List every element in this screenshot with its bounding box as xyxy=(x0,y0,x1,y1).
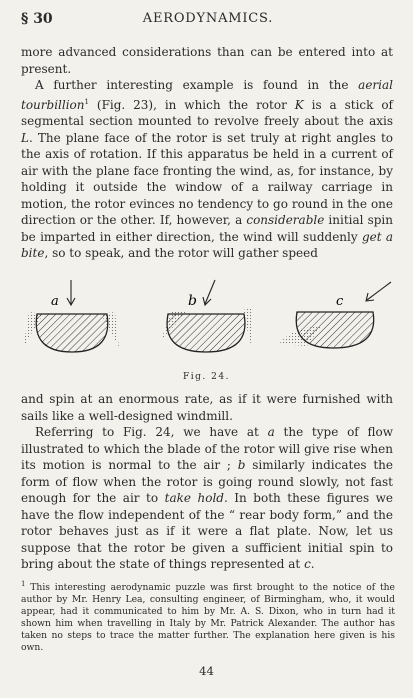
paragraph-1: more advanced considerations than can be entered into at present. xyxy=(21,45,393,76)
footnote-ref: 1 xyxy=(84,97,89,106)
p4-italic-b: b xyxy=(237,458,246,472)
p2-emphasis-bite: get a bite xyxy=(21,229,393,260)
text-block-bottom xyxy=(21,391,393,573)
p2-emphasis-tourbillion: aerial tourbillion xyxy=(21,78,393,112)
rotor-section-b xyxy=(167,314,245,352)
p4-text-d: . In both these figures we have the flow independent of the “ rear body form,” and the rotor behaves just as if it were a flat plate. Now, let us suppose that the rotor be given a sufficient initial spin to bring about the state of things represented at xyxy=(21,491,393,571)
figure-caption: Fig. 24. xyxy=(183,372,230,382)
page-number: 44 xyxy=(199,664,214,678)
footnote-text: This interesting aerodynamic puzzle was first brought to the notice of the author by Mr. Henry Lea, consulting engineer, of Birmingham, who, it would appear, had it communicated to him by Mr. A. S. Dixon, who in turn had it shown him when travelling in Italy by Mr. Patrick Alexander. The author has taken no steps to trace the matter further. The explanation here given is his own. xyxy=(21,582,395,654)
text-block-top xyxy=(21,44,393,262)
p4-text-a: Referring to Fig. 24, we have at xyxy=(35,425,268,439)
p4-text-e: . xyxy=(310,557,315,571)
figure-label-a: a xyxy=(51,294,59,309)
running-title: AERODYNAMICS. xyxy=(142,11,274,26)
p4-italic-a: a xyxy=(267,425,275,439)
figure-panel-c xyxy=(279,282,391,348)
p4-italic-c: c xyxy=(304,557,311,571)
paragraph-4 xyxy=(21,424,393,573)
figure-panel-b xyxy=(161,280,253,352)
page-header xyxy=(21,11,395,33)
p4-text-c: similarly indicates the form of flow when the rotor is going round slowly, not fast enough for the air to xyxy=(21,458,394,505)
p2-text-f: , so to speak, and the rotor will gather speed xyxy=(44,246,318,260)
p2-symbol-l: L xyxy=(21,130,29,145)
p2-text-c: is a stick of segmental section mounted to revolve freely about the axis xyxy=(21,97,393,128)
figure-24 xyxy=(21,278,393,368)
p2-text-b: (Fig. 23), in which the rotor xyxy=(88,97,295,112)
rotor-section-c xyxy=(296,312,373,348)
paragraph-3: and spin at an enormous rate, as if it were furnished with sails like a well-designed windmill. xyxy=(21,392,393,423)
p4-emphasis-take-hold: take hold xyxy=(164,491,224,505)
p2-emphasis-considerable: considerable xyxy=(246,213,325,227)
p2-symbol-k: K xyxy=(294,97,304,112)
figure-label-b: b xyxy=(188,293,197,309)
flow-arrow-c xyxy=(367,282,391,300)
section-number: § 30 xyxy=(21,11,53,27)
p4-text-b: the type of flow illustrated to which the blade of the rotor will give rise when its motion is normal to the air ; xyxy=(21,425,393,472)
p2-text-e: initial spin be imparted in either direction, the wind will suddenly xyxy=(21,213,393,244)
rotor-section-a xyxy=(36,314,108,352)
p2-text-a: A further interesting example is found in the xyxy=(35,78,359,92)
figure-panel-a xyxy=(23,280,119,352)
footnote-marker: 1 xyxy=(21,580,26,588)
p2-text-d: . The plane face of the rotor is set truly at right angles to the axis of rotation. If this apparatus be held in a current of air with the plane face fronting the wind, as, for instance, by holding it outside the window of a railway carriage in motion, the rotor evinces no tendency to go round in the one direction or the other. If, however, a xyxy=(21,130,393,227)
paragraph-2 xyxy=(21,77,393,262)
footnote xyxy=(21,578,395,654)
figure-label-c: c xyxy=(336,294,344,309)
